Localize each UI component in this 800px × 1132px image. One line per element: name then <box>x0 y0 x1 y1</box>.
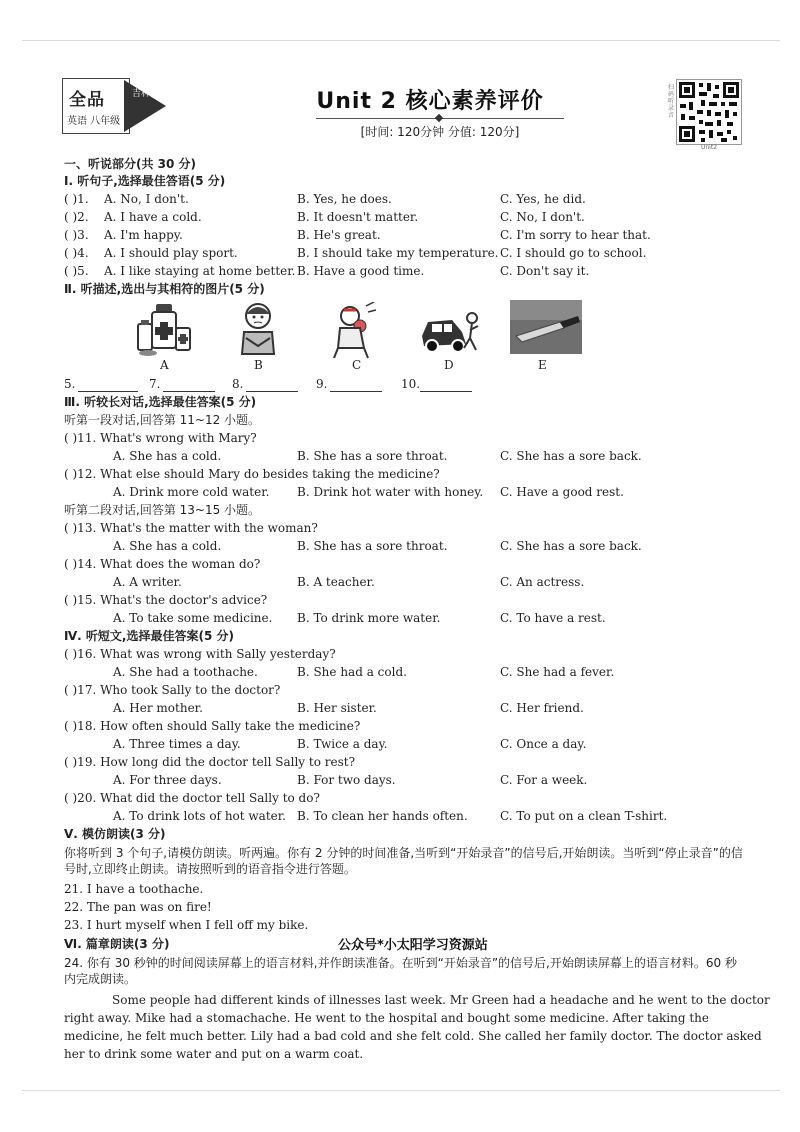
option-c: C. Once a day. <box>500 737 587 751</box>
passage-line: right away. Mike had a stomachache. He went to the hospital and bought some medicine. After taking the <box>64 1011 709 1025</box>
question-text: ( )13. What's the matter with the woman? <box>64 521 318 535</box>
dialogue-1-intro: 听第一段对话,回答第 11~12 小题。 <box>64 413 261 427</box>
option-a: A. I should play sport. <box>104 246 238 260</box>
answer-blank-line[interactable] <box>330 377 382 392</box>
answer-blank-label: 7. <box>149 377 161 391</box>
option-c: C. She had a fever. <box>500 665 615 679</box>
time-score-info: [时间: 120分钟 分值: 120分] <box>360 125 520 139</box>
passage-line: her to drink some water and put on a warm coat. <box>64 1047 364 1061</box>
option-a: A. I have a cold. <box>104 210 202 224</box>
option-a: A. For three days. <box>113 773 222 787</box>
answer-blank-line[interactable] <box>78 377 138 392</box>
option-b: B. Drink hot water with honey. <box>297 485 484 499</box>
option-b: B. She has a sore throat. <box>297 539 448 553</box>
question-text: ( )20. What did the doctor tell Sally to do? <box>64 791 320 805</box>
picture-car-accident-icon <box>418 302 482 362</box>
option-b: B. To clean her hands often. <box>297 809 468 823</box>
option-a: A. She has a cold. <box>113 449 222 463</box>
brand-logo <box>62 78 172 134</box>
question-number: ( )5. <box>64 264 89 278</box>
picture-label: D <box>444 358 454 372</box>
page-bottom-edge <box>22 1090 780 1091</box>
option-b: B. Have a good time. <box>297 264 425 278</box>
option-c: C. To have a rest. <box>500 611 606 625</box>
qr-caption: Unit2 <box>700 144 718 151</box>
read-sentence: 23. I hurt myself when I fell off my bike. <box>64 918 309 932</box>
option-b: B. Yes, he does. <box>297 192 392 206</box>
answer-blank-label: 9. <box>316 377 328 391</box>
option-a: A. Three times a day. <box>113 737 241 751</box>
option-a: A. A writer. <box>113 575 182 589</box>
answer-blank-label: 5. <box>64 377 76 391</box>
answer-blank-line[interactable] <box>246 377 298 392</box>
option-c: C. Don't say it. <box>500 264 590 278</box>
picture-knife-icon <box>510 300 582 360</box>
question-number: ( )3. <box>64 228 89 242</box>
picture-label: E <box>538 358 547 372</box>
dialogue-2-intro: 听第二段对话,回答第 13~15 小题。 <box>64 503 261 517</box>
title-diamond-icon <box>435 114 443 122</box>
question-text: ( )15. What's the doctor's advice? <box>64 593 268 607</box>
part-heading: 一、听说部分(共 30 分) <box>64 157 197 171</box>
passage-line: medicine, he felt much better. Lily had a bad cold and she felt cold. She called her family doctor. The doctor asked <box>64 1029 762 1043</box>
brand-region-tag: 吉林 <box>131 89 150 99</box>
question-text: ( )19. How long did the doctor tell Sally to rest? <box>64 755 356 769</box>
question-number: ( )1. <box>64 192 89 206</box>
section-5-instructions: 你将听到 3 个句子,请模仿朗读。听两遍。你有 2 分钟的时间准备,当听到“开始录音”的信号后,开始朗读。当听到“停止录音”的信号时,立即终止朗读。请按照听到的语音指令进行答题。 <box>64 846 743 876</box>
question-number: ( )2. <box>64 210 89 224</box>
option-c: C. I'm sorry to hear that. <box>500 228 651 242</box>
picture-sick-child-icon <box>236 302 280 362</box>
answer-blank-label: 8. <box>232 377 244 391</box>
section-3-heading: Ⅲ. 听较长对话,选择最佳答案(5 分) <box>64 395 257 409</box>
section-1-heading: Ⅰ. 听句子,选择最佳答语(5 分) <box>64 174 226 188</box>
option-a: A. Drink more cold water. <box>113 485 270 499</box>
picture-medicine-icon <box>134 302 194 362</box>
section-6-heading: Ⅵ. 篇章朗读(3 分) <box>64 937 170 951</box>
page-title: Unit 2 核心素养评价 <box>316 89 544 114</box>
option-c: C. She has a sore back. <box>500 449 642 463</box>
option-b: B. He's great. <box>297 228 381 242</box>
reading-passage <box>64 991 770 1063</box>
option-a: A. No, I don't. <box>104 192 189 206</box>
option-c: C. No, I don't. <box>500 210 585 224</box>
section-4-heading: Ⅳ. 听短文,选择最佳答案(5 分) <box>64 629 234 643</box>
question-text: ( )14. What does the woman do? <box>64 557 261 571</box>
option-b: B. I should take my temperature. <box>297 246 499 260</box>
answer-blank-label: 10. <box>401 377 421 391</box>
question-number: ( )4. <box>64 246 89 260</box>
option-c: C. Have a good rest. <box>500 485 624 499</box>
qr-code-icon[interactable] <box>676 79 742 145</box>
option-c: C. She has a sore back. <box>500 539 642 553</box>
brand-name: 全品 <box>69 90 105 110</box>
option-a: A. To take some medicine. <box>113 611 273 625</box>
qr-side-label: 扫码听录音 <box>668 84 675 119</box>
option-c: C. Her friend. <box>500 701 584 715</box>
picture-label: C <box>352 358 362 372</box>
option-b: B. She has a sore throat. <box>297 449 448 463</box>
option-c: C. An actress. <box>500 575 585 589</box>
brand-subject: 英语 八年级 <box>67 116 121 127</box>
option-b: B. It doesn't matter. <box>297 210 419 224</box>
picture-injured-person-icon <box>330 302 378 362</box>
option-a: A. She had a toothache. <box>113 665 258 679</box>
question-text: ( )17. Who took Sally to the doctor? <box>64 683 281 697</box>
option-c: C. To put on a clean T-shirt. <box>500 809 668 823</box>
option-b: B. She had a cold. <box>297 665 407 679</box>
section-6-instructions: 24. 你有 30 秒钟的时间阅读屏幕上的语言材料,并作朗读准备。在听到“开始录音”的信号后,开始朗读屏幕上的语言材料。60 秒内完成朗读。 <box>64 956 737 986</box>
question-text: ( )12. What else should Mary do besides taking the medicine? <box>64 467 440 481</box>
option-c: C. I should go to school. <box>500 246 647 260</box>
option-a: A. Her mother. <box>113 701 203 715</box>
section-5-heading: Ⅴ. 模仿朗读(3 分) <box>64 827 166 841</box>
section-2-heading: Ⅱ. 听描述,选出与其相符的图片(5 分) <box>64 282 265 296</box>
option-b: B. Her sister. <box>297 701 377 715</box>
question-text: ( )11. What's wrong with Mary? <box>64 431 257 445</box>
option-c: C. For a week. <box>500 773 588 787</box>
answer-blank-line[interactable] <box>420 377 472 392</box>
option-b: B. A teacher. <box>297 575 375 589</box>
option-b: B. Twice a day. <box>297 737 388 751</box>
option-a: A. To drink lots of hot water. <box>113 809 286 823</box>
question-text: ( )16. What was wrong with Sally yesterday? <box>64 647 336 661</box>
picture-label: B <box>254 358 263 372</box>
brand-box <box>62 78 130 134</box>
option-a: A. I'm happy. <box>104 228 183 242</box>
passage-line: Some people had different kinds of illnesses last week. Mr Green had a headache and he went to the doctor <box>112 993 770 1007</box>
read-sentence: 22. The pan was on fire! <box>64 900 212 914</box>
answer-blank-line[interactable] <box>163 377 215 392</box>
question-text: ( )18. How often should Sally take the medicine? <box>64 719 361 733</box>
option-b: B. For two days. <box>297 773 396 787</box>
option-b: B. To drink more water. <box>297 611 441 625</box>
option-a: A. I like staying at home better. <box>104 264 296 278</box>
watermark-text: 公众号*小太阳学习资源站 <box>338 938 488 953</box>
option-a: A. She has a cold. <box>113 539 222 553</box>
read-sentence: 21. I have a toothache. <box>64 882 204 896</box>
option-c: C. Yes, he did. <box>500 192 586 206</box>
picture-label: A <box>160 358 169 372</box>
page-top-edge <box>22 40 780 41</box>
